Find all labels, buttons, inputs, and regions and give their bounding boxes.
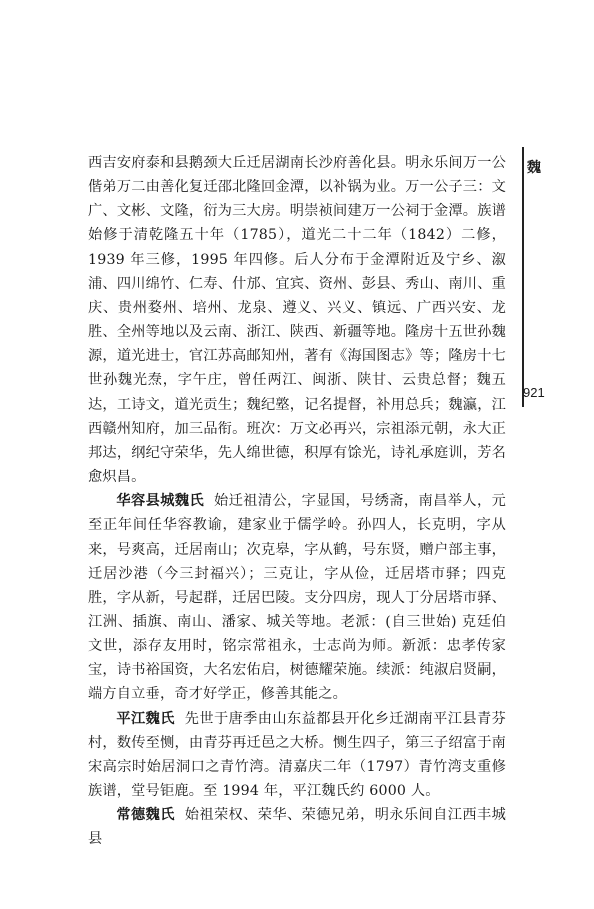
paragraph-changde <box>88 803 506 851</box>
margin-rule <box>522 147 524 407</box>
entry-heading: 常德魏氏 <box>116 807 175 824</box>
paragraph-pingjiang <box>88 707 506 804</box>
paragraph-text: 西吉安府泰和县鹅颈大丘迁居湖南长沙府善化县。明永乐间万一公偕弟万二由善化复迁邵北隆回金潭，以补锅为业。万一公子三：文广、文彬、文隆，衍为三大房。明崇祯间建万一公祠于金潭。族谱始修于清乾隆五十年（1785），道光二十二年（1842）二修，1939 年三修，1995 年四修。后人分布于金潭附近及宁乡、溆浦、四川绵竹、仁寿、什邡、宜宾、资州、彭县、秀山、南川、重庆、贵州婺州、培州、龙泉、遵义、兴义、镇远、广西兴安、龙胜、全州等地以及云南、浙江、陕西、新疆等地。隆房十五世孙魏源，道光进士，官江苏高邮知州，著有《海国图志》等；隆房十七世孙魏光焘，字午庄，曾任两江、闽浙、陕甘、云贵总督；魏五达，工诗文，道光贡生；魏纪墪，记名提督，补用总兵；魏瀛，江西赣州知府，加三品衔。班次：万文必再兴，宗祖添元朝，永大正邦达，纲纪守荣华，先人绵世德，积厚有馀光，诗礼承庭训，芳名愈炽昌。 <box>88 155 506 486</box>
paragraph-huarong <box>88 489 506 706</box>
page-number: 921 <box>523 385 545 400</box>
paragraph-text: 始迁祖清公，字显国，号绣斋，南昌举人，元至正年间任华容教谕，建家业于儒学岭。孙四人，长克明，字从来，号爽高，迁居南山；次克皋，字从鹤，号东贤，赠户部主事，迁居沙港（今三封福兴）；三克让，字从俭，迁居塔市驿；四克胜，字从新，号起群，迁居巴陵。支分四房，现人丁分居塔市驿、江洲、插旗、南山、潘家、城关等地。老派：(自三世始) 克廷伯文世，添存友用时，铭宗常祖永，士志尚为师。新派：忠孝传家宝，诗书裕国资，大名宏佑启，树德耀荣施。续派：纯淑启贤嗣，端方自立垂，奇才好学正，修善其能之。 <box>88 493 506 703</box>
entry-heading: 平江魏氏 <box>116 710 175 727</box>
paragraph-continuation <box>88 151 506 489</box>
running-header-char: 魏 <box>527 160 541 176</box>
paragraph-text: 先世于唐季由山东益都县开化乡迁湖南平江县青芬村，数传至恻，由青芬再迁邑之大桥。恻生四子，第三子绍富于南宋高宗时始居洞口之青竹湾。清嘉庆二年（1797）青竹湾支重修族谱，堂号钜鹿。至 1994 年，平江魏氏约 6000 人。 <box>88 710 506 800</box>
paragraph-text: 始祖荣权、荣华、荣德兄弟，明永乐间自江西丰城县 <box>88 807 506 848</box>
entry-heading: 华容县城魏氏 <box>116 493 205 510</box>
body-text <box>88 151 506 852</box>
